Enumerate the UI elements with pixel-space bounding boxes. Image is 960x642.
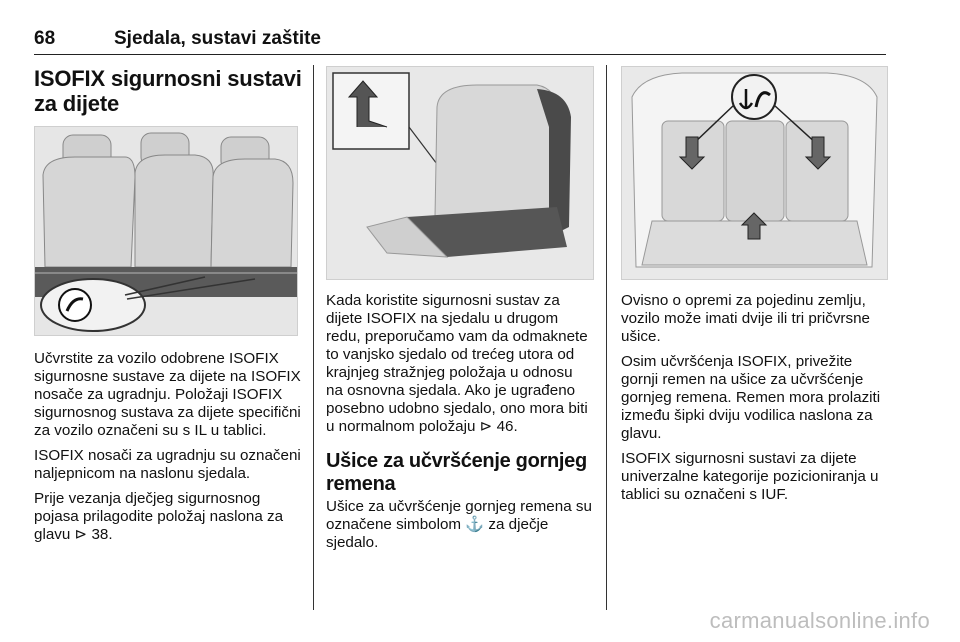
tether-heading: Ušice za učvršćenje gornjeg remena	[326, 450, 587, 495]
paragraph: Kada koristite sigurnosni sustav za dijete ISOFIX na sjedalu u drugom redu, preporučamo vam da odmaknete to vanjsko sjedalo od trećeg utora od krajnjeg stražnjeg položaja u odnosu na osnovna sjedala. Ako je ugrađeno posebno udobno sjedalo, ono mora biti u normalnom položaju ⊳ 46.	[326, 292, 588, 435]
section-title: Sjedala, sustavi zaštite	[114, 28, 321, 49]
cargo-tether-illustration	[621, 66, 888, 280]
paragraph: Prije vezanja dječjeg sigurnosnog pojasa prilagodite položaj naslona za glavu ⊳ 38.	[34, 490, 284, 543]
seat-adjust-illustration	[326, 66, 594, 280]
page-number: 68	[34, 28, 56, 49]
rear-seats-illustration	[34, 126, 298, 336]
column-1	[34, 60, 302, 551]
watermark: carmanualsonline.info	[709, 608, 930, 633]
paragraph: Ovisno o opremi za pojedinu zemlju, vozilo može imati dvije ili tri pričvrsne ušice.	[621, 292, 870, 345]
column-3	[621, 60, 886, 511]
paragraph: ISOFIX nosači za ugradnju su označeni naljepnicom na naslonu sjedala.	[34, 447, 301, 482]
isofix-heading: ISOFIX sigurnosni sustavi za dijete	[34, 66, 302, 116]
paragraph: Ušice za učvršćenje gornjeg remena su označene simbolom ⚓ za dječje sjedalo.	[326, 498, 592, 551]
paragraph: Učvrstite za vozilo odobrene ISOFIX sigurnosne sustave za dijete na ISOFIX nosače za ugradnju. Položaji ISOFIX sigurnosnog sustava za dijete specifični za vozilo označeni su s IL u tablici.	[34, 350, 301, 439]
column-2	[326, 60, 592, 559]
paragraph: ISOFIX sigurnosni sustavi za dijete univerzalne kategorije pozicioniranja u tablici su označeni s IUF.	[621, 450, 879, 503]
page-header	[34, 28, 886, 55]
column-divider	[313, 65, 314, 610]
column-divider	[606, 65, 607, 610]
paragraph: Osim učvršćenja ISOFIX, privežite gornji remen na ušice za učvršćenje gornjeg remena. Remen mora prolaziti između šipki dviju vodilica naslona za glavu.	[621, 353, 881, 442]
